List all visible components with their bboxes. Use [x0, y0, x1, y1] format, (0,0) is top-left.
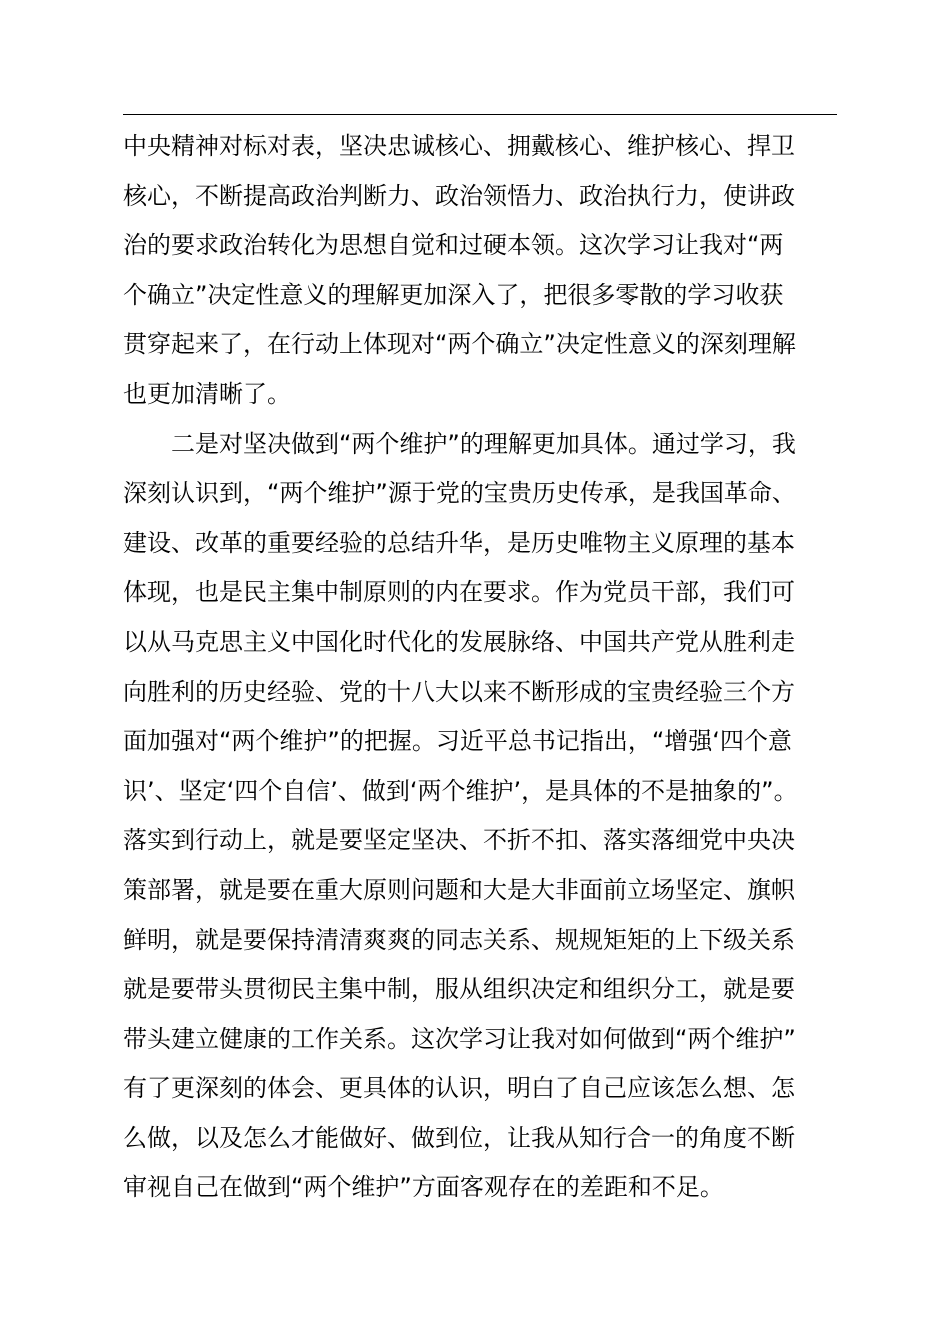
text-line: 中央精神对标对表，坚决忠诚核心、拥戴核心、维护核心、捍卫: [123, 132, 795, 160]
paragraph-first-line: 二是对坚决做到“两个维护”的理解更加具体。通过学习，我: [171, 429, 796, 458]
text-line: 带头建立健康的工作关系。这次学习让我对如何做到“两个维护”: [123, 1024, 796, 1053]
text-line: 审视自己在做到“两个维护”方面客观存在的差距和不足。: [123, 1173, 724, 1202]
text-line: 识’、坚定‘四个自信’、做到‘两个维护’，是具体的不是抽象的”。: [123, 776, 798, 805]
text-line: 就是要带头贯彻民主集中制，服从组织决定和组织分工，就是要: [123, 975, 795, 1004]
text-line: 深刻认识到，“两个维护”源于党的宝贵历史传承，是我国革命、: [123, 479, 796, 508]
text-line: 核心，不断提高政治判断力、政治领悟力、政治执行力，使讲政: [123, 181, 795, 210]
text-line: 治的要求政治转化为思想自觉和过硬本领。这次学习让我对“两: [123, 231, 784, 260]
text-line: 面加强对“两个维护”的把握。习近平总书记指出，“增强‘四个意: [123, 727, 792, 756]
text-line: 落实到行动上，就是要坚定坚决、不折不扣、落实落细党中央决: [123, 826, 795, 855]
text-line: 策部署，就是要在重大原则问题和大是大非面前立场坚定、旗帜: [123, 875, 795, 904]
text-line: 有了更深刻的体会、更具体的认识，明白了自己应该怎么想、怎: [123, 1074, 795, 1103]
text-line: 鲜明，就是要保持清清爽爽的同志关系、规规矩矩的上下级关系: [123, 925, 795, 954]
text-line: 么做，以及怎么才能做好、做到位，让我从知行合一的角度不断: [123, 1123, 795, 1152]
document-body: [123, 122, 848, 1213]
text-line: 体现，也是民主集中制原则的内在要求。作为党员干部，我们可: [123, 578, 795, 607]
text-line: 贯穿起来了，在行动上体现对“两个确立”决定性意义的深刻理解: [123, 330, 796, 359]
text-line: 建设、改革的重要经验的总结升华，是历史唯物主义原理的基本: [123, 528, 795, 557]
text-line: 向胜利的历史经验、党的十八大以来不断形成的宝贵经验三个方: [123, 677, 795, 706]
text-line: 个确立”决定性意义的理解更加深入了，把很多零散的学习收获: [123, 280, 784, 309]
text-line: 也更加清晰了。: [123, 379, 291, 408]
text-line: 以从马克思主义中国化时代化的发展脉络、中国共产党从胜利走: [123, 627, 795, 656]
header-divider: [123, 114, 837, 115]
